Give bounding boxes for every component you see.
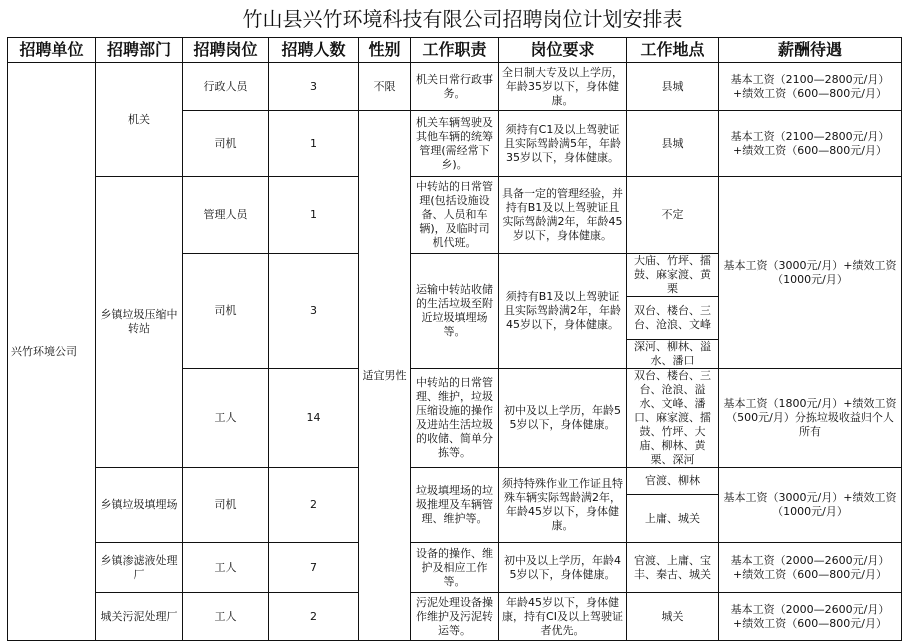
count-cell: 14 (269, 369, 359, 468)
recruitment-table (7, 37, 902, 641)
header-row (8, 38, 902, 63)
duty-cell: 设备的操作、维护及相应工作等。 (411, 543, 499, 593)
position-cell: 工人 (183, 543, 269, 593)
duty-cell: 污泥处理设备操作维护及污泥转运等。 (411, 593, 499, 641)
location-cell: 官渡、柳林 (627, 468, 719, 495)
requirement-cell: 具备一定的管理经验，并持有B1及以上驾驶证且实际驾龄满2年，年龄45岁以下，身体健康。 (499, 177, 627, 254)
duty-cell: 机关日常行政事务。 (411, 63, 499, 111)
location-cell: 城关 (627, 593, 719, 641)
location-cell: 双台、楼台、三台、沧浪、文峰 (627, 297, 719, 340)
position-cell: 管理人员 (183, 177, 269, 254)
salary-cell: 基本工资（2000—2600元/月）+绩效工资（600—800元/月） (719, 543, 902, 593)
gender-cell: 适宜男性 (359, 111, 411, 641)
count-cell: 1 (269, 111, 359, 177)
location-cell: 不定 (627, 177, 719, 254)
duty-cell: 机关车辆驾驶及其他车辆的统筹管理(需经常下乡)。 (411, 111, 499, 177)
salary-cell: 基本工资（2000—2600元/月）+绩效工资（600—800元/月） (719, 593, 902, 641)
salary-cell: 基本工资（1800元/月）+绩效工资（500元/月）分拣垃圾收益归个人所有 (719, 369, 902, 468)
header-cell: 薪酬待遇 (719, 38, 902, 63)
location-cell: 双台、楼台、三台、沧浪、溢水、文峰、潘口、麻家渡、擂鼓、竹坪、大庙、柳林、黄栗、深河 (627, 369, 719, 468)
position-cell: 行政人员 (183, 63, 269, 111)
position-cell: 司机 (183, 254, 269, 369)
location-cell: 县城 (627, 63, 719, 111)
count-cell: 2 (269, 468, 359, 543)
requirement-cell: 须持有C1及以上驾驶证且实际驾龄满5年，年龄35岁以下，身体健康。 (499, 111, 627, 177)
count-cell: 7 (269, 543, 359, 593)
count-cell: 3 (269, 254, 359, 369)
requirement-cell: 须持有B1及以上驾驶证且实际驾龄满2年，年龄45岁以下，身体健康。 (499, 254, 627, 369)
header-cell: 招聘岗位 (183, 38, 269, 63)
header-cell: 性别 (359, 38, 411, 63)
duty-cell: 中转站的日常管理、维护，垃圾压缩设施的操作及进站生活垃圾的收储、简单分拣等。 (411, 369, 499, 468)
location-cell: 官渡、上庸、宝丰、秦古、城关 (627, 543, 719, 593)
department-cell: 乡镇垃圾填埋场 (96, 468, 183, 543)
duty-cell: 运输中转站收储的生活垃圾至附近垃圾填埋场等。 (411, 254, 499, 369)
count-cell: 1 (269, 177, 359, 254)
duty-cell: 中转站的日常管理(包括设施设备、人员和车辆)，及临时司机代班。 (411, 177, 499, 254)
salary-cell: 基本工资（2100—2800元/月）+绩效工资（600—800元/月） (719, 63, 902, 111)
table-row (8, 177, 902, 254)
department-cell: 乡镇垃圾压缩中转站 (96, 177, 183, 468)
position-cell: 工人 (183, 593, 269, 641)
page-title: 竹山县兴竹环境科技有限公司招聘岗位计划安排表 (242, 7, 683, 31)
table-row (8, 593, 902, 641)
position-cell: 司机 (183, 468, 269, 543)
location-cell: 深河、柳林、溢水、潘口 (627, 340, 719, 369)
gender-cell: 不限 (359, 63, 411, 111)
unit-cell: 兴竹环境公司 (8, 63, 96, 641)
requirement-cell: 年龄45岁以下，身体健康，持有CI及以上驾驶证者优先。 (499, 593, 627, 641)
position-cell: 工人 (183, 369, 269, 468)
salary-cell: 基本工资（3000元/月）+绩效工资（1000元/月） (719, 468, 902, 543)
department-cell: 城关污泥处理厂 (96, 593, 183, 641)
location-cell: 县城 (627, 111, 719, 177)
count-cell: 2 (269, 593, 359, 641)
table-row (8, 468, 902, 495)
position-cell: 司机 (183, 111, 269, 177)
table-row (8, 543, 902, 593)
location-cell: 大庙、竹坪、擂鼓、麻家渡、黄栗 (627, 254, 719, 297)
table-row (8, 63, 902, 111)
department-cell: 乡镇渗滤液处理厂 (96, 543, 183, 593)
requirement-cell: 须持特殊作业工作证且特殊车辆实际驾龄满2年，年龄45岁以下，身体健康。 (499, 468, 627, 543)
header-cell: 岗位要求 (499, 38, 627, 63)
salary-cell: 基本工资（3000元/月）+绩效工资（1000元/月） (719, 177, 902, 369)
header-cell: 招聘部门 (96, 38, 183, 63)
salary-cell: 基本工资（2100—2800元/月）+绩效工资（600—800元/月） (719, 111, 902, 177)
header-cell: 工作职责 (411, 38, 499, 63)
requirement-cell: 初中及以上学历，年龄55岁以下，身体健康。 (499, 369, 627, 468)
department-cell: 机关 (96, 63, 183, 177)
location-cell: 上庸、城关 (627, 495, 719, 543)
count-cell: 3 (269, 63, 359, 111)
requirement-cell: 初中及以上学历，年龄45岁以下，身体健康。 (499, 543, 627, 593)
duty-cell: 垃圾填埋场的垃圾推埋及车辆管理、维护等。 (411, 468, 499, 543)
requirement-cell: 全日制大专及以上学历，年龄35岁以下，身体健康。 (499, 63, 627, 111)
header-cell: 招聘单位 (8, 38, 96, 63)
header-cell: 招聘人数 (269, 38, 359, 63)
header-cell: 工作地点 (627, 38, 719, 63)
